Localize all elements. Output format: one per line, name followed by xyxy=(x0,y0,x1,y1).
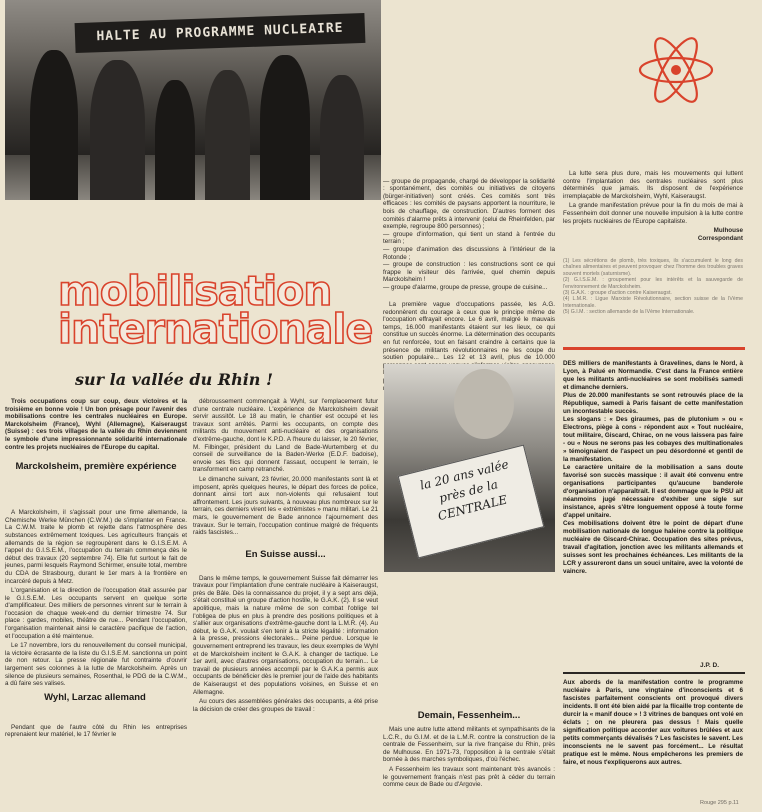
headline-subtitle: sur la vallée du Rhin ! xyxy=(75,370,274,389)
section-heading-suisse: En Suisse aussi... xyxy=(245,548,326,560)
headline-line1: mobilisation xyxy=(58,267,332,315)
section-text: Le 17 novembre, lors du renouvellement du conseil municipal, la victoire écrasante de la liste du G.I.S.E.M. sanctionna un point de non retour. La presse régionale fut contrainte d'ouvrir largement ses colonnes à la lutte de Marckolsheim. Après un silence de plusieurs semaines, Rosenthal, le PDG de la C.W.M., a dû faire ses valises. xyxy=(5,642,187,688)
section-text: L'organisation et la direction de l'occupation était assurée par le G.I.S.E.M. Les occupants servent en quelque sorte d'amplificateur. Des milliers de personnes vinrent sur le terrain à l'occasion de chaque week-end du dernier trimestre 74. Sur place : gardes, mobiles, théâtre de rue... Pendant l'occupation, l'organisation maintenait ainsi le caractère pacifique de l'action, et l'occupation a été maintenue. xyxy=(5,587,187,640)
headline xyxy=(58,267,373,353)
body-text: La grande manifestation prévue pour la fin du mois de mai à Fessenheim doit donner une nouvelle impulsion à la lutte contre les projets nucléaires de l'Europe capitaliste. xyxy=(563,202,743,225)
news-brief: DES milliers de manifestants à Gravelines, dans le Nord, à Lyon, à Palué en Normandie. C'est dans la France entière que les militants anti-nucléaires se sont mobilisés samedi et dimanche derniers. Plus de 20.000 manifestants se sont retrouvés place de la République, samedi à Paris faisant de cette manifestation un incontestable succès. Les slogans : « Des giraumes, pas de plutonium » ou « Electrons, piège à cons - répondent aux « Tout nucléaire, tout militaire, Giscard, Chirac, on ne vous laissera pas faire - ou « Nous ne serons pas les cobayes des multinationales » témoignaient de l'aspect un peu désordonné et gentil de la manifestation. Le caractère unitaire de la mobilisation a sans doute favorisé son succès massique : il avait été convenu entre organisations participantes qu'aucune banderole d'organisation n'apparaîtrait. Il est dommage que le PSU ait néanmoins jugé nécessaire d'exhiber une sigle sur insistance, après s'être longuement opposé à toute forme d'appel unitaire. Ces mobilisations doivent être le point de départ d'une mobilisation nationale de longue haleine contre la politique nucléaire de Giscard-Chirac. Occupation des sites prévus, travail d'agitation, jonction avec les militants allemands et suisses sont les prochaines échéances. Les militants de la LCR y assureront dans un souci unitaire, avec la volonté de vaincre. xyxy=(563,360,743,575)
divider xyxy=(563,347,745,350)
section-text: A Marckolsheim, il s'agissait pour une firme allemande, la Chemische Werke München (C.W.M.) de s'implanter en France. La C.W.M. traite le plomb et rejette dans l'atmosphère des substances extrêmement toxiques. Les agriculteurs français et allemands de la région se regroupèrent dans le G.I.S.E.M. A l'appel du G.I.S.E.M., l'occupation du terrain commença dès le début des travaux (20 septembre 74). Elle fut surtout le fait de jeunes, parmi lesquels Raymond Schirmer, ensuite total, membre du CDA de Strasbourg, durant le 1er mars à la frontière en incarcéré depuis à Metz. xyxy=(5,509,187,585)
signature-city: Mulhouse xyxy=(713,227,743,235)
section-text: Au cours des assemblées générales des occupants, a été prise la décision de créer des groupes de travail : xyxy=(193,698,378,713)
section-text: Mais une autre lutte attend militants et sympathisants de la L.C.R., du G.I.M. et de la L.M.R. contre la construction de la centrale de Fessenheim, sur la rive française du Rhin, près de Mulhouse. En 1971-73, l'opposition à la centrale s'était bornée à des marches symboliques, d'où l'échec. xyxy=(383,726,555,764)
headline-line2: internationale xyxy=(58,305,373,353)
body-text: Le dimanche suivant, 23 février, 20.000 manifestants sont là et imposent, après quelques heures, le départ des forces de police, donnant ainsi tort aux non-violents qui refusaient tout affrontement. Les jours suivants, à nouveau plus nombreux sur le terrain, ces derniers virent les « extrémistes » manu militari. Le 21 mars, le gouvernement de Bade annonce l'ajournement des travaux. Sur le terrain, l'occupation continue malgré de fréquents raids fascistes... xyxy=(193,475,378,537)
protest-sign: la 20 ans valée près de la CENTRALE xyxy=(398,445,545,559)
section-heading-marckolsheim: Marckolsheim, première expérience xyxy=(15,461,177,473)
signature-role: Correspondant xyxy=(697,234,743,242)
body-text: La première vague d'occupations passée, les A.G. redonnèrent du courage à ceux que le principe même de l'occupation effrayait encore. Le 6 avril, malgré le mauvais temps, 16.000 manifestants étaient sur les lieux, ce qui constitue un succès énorme. La détermination des occupants en fut renforcée, tout en faisant craindre à certains que la présence de militants révolutionnaires ne les coupe du soutien populaire... Les 12 et 13 avril, plus de 10.000 xyxy=(383,301,555,362)
column-4-top xyxy=(563,170,743,256)
body-text: La lutte sera plus dure, mais les mouvements qui luttent contre l'implantation des centrales nucléaires sont plus déterminés que jamais. Ils disposent de l'expérience irremplaçable de Marckolsheim, Wyhl, Kaiseraugst. xyxy=(563,170,743,200)
brief-signature: J.P. D. xyxy=(700,662,720,669)
footnotes: (1) Les sécrétions de plomb, très toxiques, ils s'accumulent le long des chaînes alimentaires et peuvent provoquer chez l'homme des troubles graves souvent mortels (saturnisme). (2) G.I.S.E.M. : groupement pour les intérêts et la sauvegarde de l'environnement de Marckolsheim. (3) G.A.K. : groupe d'action contre Kaiseraugst. (4) L.M.R. : Ligue Marxiste Révolutionnaire, section suisse de la IVème Internationale. (5) G.I.M. : section allemande de la IVème Internationale. xyxy=(563,258,743,316)
column-1 xyxy=(5,398,187,792)
demonstration-photo xyxy=(5,0,381,200)
photo-banner: HALTE AU PROGRAMME NUCLEAIRE xyxy=(75,13,366,53)
section-heading-wyhl: Wyhl, Larzac allemand xyxy=(44,691,146,703)
incidents-brief: Aux abords de la manifestation contre le programme nucléaire à Paris, une vingtaine d'inconscients et 6 fascistes parfaitement conscients ont provoqué divers incidents. Il ont été bien aidé par la flicaille trop contente de durcir la « manif douce » ! 3 vitrines de banques ont volé en éclats ; on ne pleurera pas dessus ! Mais quelle signification politique accorder aux voitures brûlées et aux petits commerçants dévalisés ? Les fascistes le savent. Les inconscients ne le savent pas forcément... Le résultat pratique est le même. Nous empêcherons les premiers de faire, et nous t'expliquerons aux autres. xyxy=(563,679,743,766)
page-reference: Rouge 295 p.11 xyxy=(700,800,739,806)
body-text: débroussement commençait à Wyhl, sur l'emplacement futur d'une centrale nucléaire. L'expérience de Marckolsheim devait servir aussitôt. Le 18 au matin, le chantier est occupé et les travaux sont arrêtés. Parmi les occupants, on compte des militants du mouvement anti-nucléaire et des organisations d'extrême-gauche, dont le K.P.D. A l'heure du laisser, le 20 février, M. Filbinger, président du Land de Bade-Wurtemberg et du conseil de surveillance de la Baden-Werke (E.D.F. badoise), envoie ses flics qui donnent l'assaut, occupent le terrain, le transforment en camp retranché. xyxy=(193,398,378,474)
column-3-fessenheim xyxy=(383,726,555,796)
section-heading-fessenheim: Demain, Fessenheim... xyxy=(417,710,521,721)
atom-logo-icon xyxy=(636,30,716,110)
divider xyxy=(563,672,745,674)
column-3-top xyxy=(383,170,555,360)
column-2 xyxy=(193,398,378,792)
section-text: Dans le même temps, le gouvernement Suisse fait démarrer les travaux pour l'implantation d'une centrale nucléaire à Kaiseraugst, près de Bâle. Dès la connaissance du projet, il y a sept ans déjà, s'était constitué un groupe d'action hostile, le G.A.K. (2). Il se veut apolitique, mais la nature même de son combat l'oblige tel l'obligea de plus en plus à prendre des positions politiques et à s'allier aux organisations d'extrême-gauche dont la L.M.R. (4). Au début, le G.A.K. voulait s'en tenir à la stricte légalité : information à la presse, pressions électorales... Peine perdue. Lorsque le gouvernement entreprend les travaux, les deux exemples de Wyhl et de Marckolsheim incitent le G.A.K. à changer de tactique. Le 1er avril, avec d'autres organisations, occupation du terrain... Le travail de plusieurs années accompli par le G.A.K.a permis aux occupants de bénéficier dès le premier jour de l'aide des habitants de Kaiseraugst et des populations voisines, en Suisse et en Allemagne. xyxy=(193,574,378,696)
body-text: — groupe de propagande, chargé de développer la solidarité : spontanément, des comités ou initiatives de citoyens (bürger-initiativen) sont créés. Ces comités sont très efficaces : les comités de paysans apportent la nourriture, le bois de chauffage, de construction. D'autres forment des comités d'alarme prêts à intervenir (celui de Rheinfelden, par exemple, regroupe 800 personnes) ; — groupe d'information, qui tient un stand à l'entrée du terrain ; — groupe d'animation des discussions à l'intérieur de la Rotonde ; — groupe de construction : les constructions sont ce qui frappe le visiteur dès l'arrivée, quel chemin depuis Marckolsheim ! — groupe d'alarme, groupe de presse, groupe de cuisine... xyxy=(383,177,555,291)
intro-text: Trois occupations coup sur coup, deux victoires et la troisième en bonne voie ! Un bon présage pour l'avenir des mobilisations contre les centrales nucléaires en Europe. Marckolsheim (France), Wyhl (Allemagne), Kaiseraugst (Suisse) : ces trois villages de la vallée du Rhin deviennent le symbole d'une impressionnante solidarité internationale contre les projets nucléaires de l'Europe du capital. xyxy=(5,398,187,451)
section-text: Pendant que de l'autre côté du Rhin les entreprises reprenaient leur matériel, le 17 février le xyxy=(5,723,187,739)
section-text: A Fessenheim les travaux sont maintenant très avancés : le gouvernement français n'est pas prêt à céder du terrain comme ceux de Bade ou d'Argovie. xyxy=(383,765,555,789)
protester-photo xyxy=(384,364,555,572)
